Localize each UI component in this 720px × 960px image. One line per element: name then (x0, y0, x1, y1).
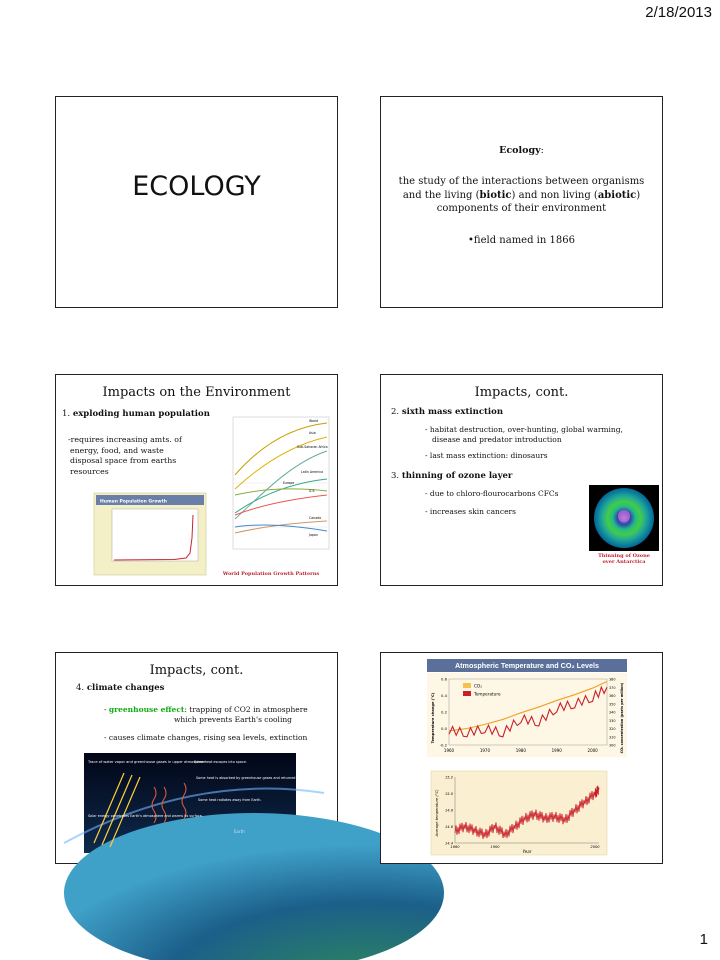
chart2-ytick: 14.4 (444, 841, 453, 846)
diagram-label-vapor: Trace of water vapor and greenhouse gases in upper atmosphere (88, 760, 206, 764)
greenhouse-line (104, 705, 308, 715)
slide-impacts-cont-1 (380, 374, 663, 586)
diagram-label-solar: Solar energy penetrates Earth's atmosphere and warms its surface. (88, 814, 203, 818)
chart1-ytick-right: 370 (609, 685, 616, 690)
greenhouse-text: : trapping of CO2 in atmosphere (184, 705, 308, 714)
item2-sub2: - last mass extinction: dinosaurs (425, 451, 548, 460)
inset-title: Human Population Growth (100, 499, 167, 505)
header-date: 2/18/2013 (645, 4, 712, 21)
label-canada: Canada (309, 516, 322, 520)
chart1-ytick: -0.2 (439, 742, 447, 748)
def-part-c: ) (636, 189, 641, 201)
chart1-ytick: 0.2 (440, 709, 447, 715)
definition-line-3: components of their environment (436, 203, 607, 214)
chart1-ytick-right: 360 (609, 694, 616, 698)
ozone-caption (587, 553, 661, 565)
label-world: World (309, 419, 319, 423)
chart2-xtick: 1900 (490, 845, 500, 849)
item2-number: 2. (391, 407, 400, 417)
slide3-title: Impacts on the Environment (102, 385, 291, 400)
item3 (391, 471, 512, 481)
chart-title: Atmospheric Temperature and CO₂ Levels (454, 661, 600, 670)
inset-plot-area (112, 509, 198, 561)
chart2-bg (431, 771, 607, 855)
greenhouse-term: greenhouse effect (108, 705, 185, 714)
legend-co2-swatch (463, 683, 471, 688)
abiotic-term: abiotic (597, 189, 637, 201)
page-number: 1 (699, 931, 708, 948)
chart1-ylabel: Temperature change (°C) (431, 692, 435, 744)
definition-bullet: •field named in 1866 (468, 235, 575, 246)
item3-label: thinning of ozone layer (401, 471, 513, 481)
item1-sub (68, 435, 182, 477)
chart1-ytick-right: 320 (609, 727, 616, 731)
label-africa: Sub-Saharan Africa (297, 445, 328, 449)
item1-sub-line2: energy, food, and waste (70, 445, 164, 455)
slide-impacts-cont-2 (55, 652, 338, 864)
human-population-chart (94, 493, 206, 575)
chart1-ytick: 0.4 (440, 693, 447, 698)
item1-number: 1. (62, 409, 71, 419)
ge-prefix: - (104, 705, 109, 714)
chart1-ytick: 0.6 (440, 676, 447, 682)
item2-sub1 (425, 425, 623, 445)
chart2-ytick: 15.2 (444, 775, 453, 780)
item3-sub1: - due to chloro-flourocarbons CFCs (425, 489, 559, 498)
label-asia: Asia (309, 431, 316, 435)
item1-sub-line3: disposal space from earths (70, 456, 177, 466)
item3-sub2: - increases skin cancers (425, 507, 516, 516)
chart1-xtick: 1990 (551, 748, 562, 753)
chart2-xlabel: Year (522, 849, 532, 854)
ozone-image (589, 485, 659, 551)
greenhouse-diagram (84, 753, 312, 853)
slide4-title: Impacts, cont. (474, 385, 569, 400)
item1-label: exploding human population (72, 409, 210, 419)
biotic-term: biotic (479, 189, 512, 201)
definition-term: Ecology (499, 145, 541, 156)
greenhouse-line2: which prevents Earth's cooling (174, 715, 292, 724)
chart1-xtick: 1960 (443, 748, 455, 753)
climate-change-line: - causes climate changes, rising sea levels, extinction (104, 733, 308, 742)
item2-sub1-line2: disease and predator introduction (432, 435, 562, 445)
chart1-ytick-right: 350 (609, 702, 616, 707)
label-japan: Japan (309, 533, 318, 537)
co2-temp-chart (427, 673, 627, 757)
item1 (62, 409, 210, 419)
item4-number: 4. (76, 683, 85, 693)
legend-temp-swatch (463, 691, 471, 696)
chart1-ytick-right: 330 (609, 718, 616, 723)
slide5-title: Impacts, cont. (149, 663, 244, 678)
world-chart-caption: World Population Growth Patterns (222, 571, 320, 577)
diagram-label-absorbed: Some heat is absorbed by greenhouse gases and returned to Earth. (196, 776, 312, 780)
chart1-xtick: 2000 (587, 748, 598, 753)
ozone-hole (618, 510, 630, 522)
def-part-a: and the living ( (402, 189, 480, 201)
label-us: U.S. (309, 489, 316, 493)
chart1-xtick: 1980 (515, 748, 526, 753)
label-europe: Europe (283, 481, 295, 485)
ozone-caption-line2: over Antarctica (602, 559, 646, 565)
definition-colon: : (540, 145, 544, 156)
legend-temp-label: Temperature (474, 691, 501, 697)
slide-definition (380, 96, 663, 308)
item2-label: sixth mass extinction (401, 407, 503, 417)
chart1-ytick: 0.0 (440, 726, 447, 731)
item4-label: climate changes (86, 683, 165, 693)
diagram-label-escape: Some heat escapes into space. (194, 760, 247, 764)
slide-title (55, 96, 338, 308)
chart2-ytick: 14.6 (444, 825, 453, 829)
item1-sub-line4: resources (70, 466, 109, 476)
definition-text (391, 175, 652, 216)
chart2-ytick: 15.0 (444, 792, 453, 796)
diagram-label-earth: Earth (234, 829, 245, 834)
chart2-xtick: 2000 (590, 845, 600, 849)
item2-sub1-line1: - habitat destruction, over-hunting, global warming, (425, 425, 623, 434)
slide-title-text: ECOLOGY (132, 171, 261, 202)
chart1-xtick: 1970 (479, 748, 491, 753)
definition-line-1: the study of the interactions between organisms (398, 176, 645, 187)
slide-temperature-co2 (380, 652, 663, 864)
legend-co2-label: CO₂ (474, 683, 482, 689)
avg-temp-chart (431, 771, 607, 855)
chart2-ytick: 14.8 (444, 808, 453, 813)
item2 (391, 407, 503, 417)
chart1-ytick-right: 380 (609, 677, 616, 682)
definition-term-line (381, 145, 662, 156)
item1-sub-line1: -requires increasing amts. of (68, 435, 182, 444)
def-part-b: ) and non living ( (511, 189, 598, 201)
chart1-ytick-right: 300 (609, 743, 616, 748)
world-population-chart (221, 415, 333, 565)
chart1-ytick-right: 340 (609, 710, 616, 715)
chart1-ytick-right: 310 (609, 735, 616, 740)
chart2-ylabel: Average temperature (°C) (435, 789, 439, 837)
chart1-ylabel-right: CO₂ concentration (parts per million) (620, 682, 624, 754)
chart2-xtick: 1860 (450, 845, 460, 849)
label-latam: Latin America (301, 470, 324, 474)
definition-line-2 (391, 189, 652, 203)
ozone-caption-line1: Thinning of Ozone (598, 553, 650, 559)
item3-number: 3. (391, 471, 400, 481)
item4 (76, 683, 164, 693)
diagram-label-radiates: Some heat radiates away from Earth. (198, 798, 262, 802)
slide-impacts (55, 374, 338, 586)
